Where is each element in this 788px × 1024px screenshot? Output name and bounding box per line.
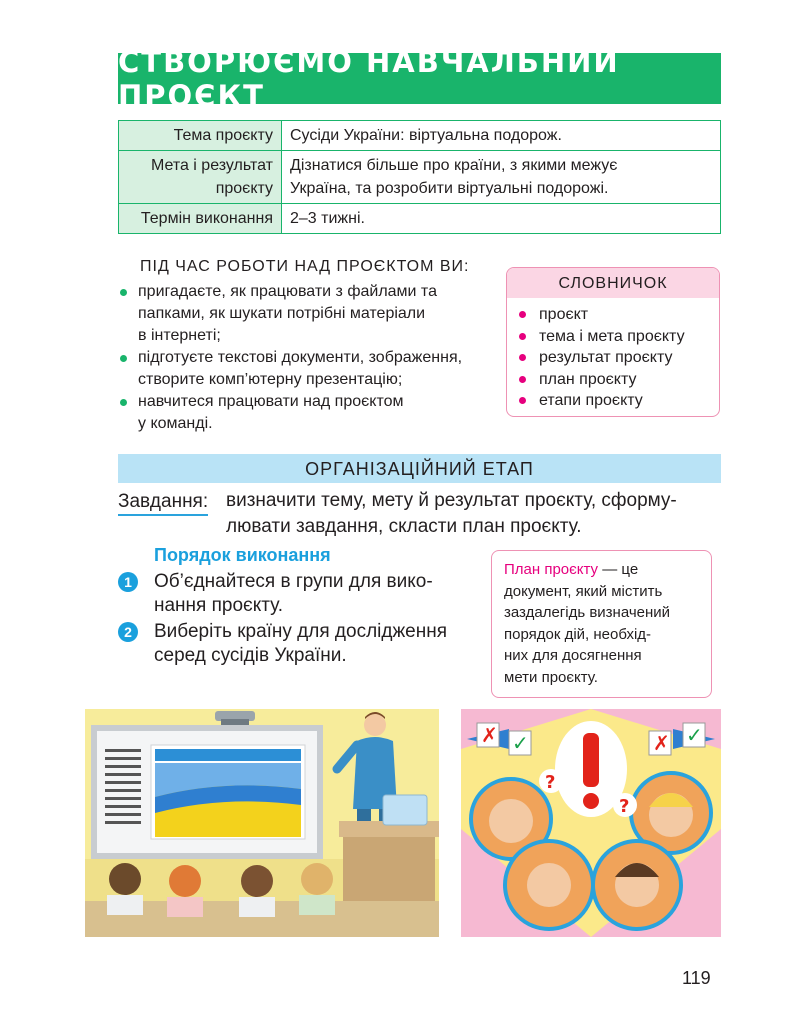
list-item (507, 390, 719, 412)
plan-definition-box (491, 550, 712, 698)
banner-title: СТВОРЮЄМО НАВЧАЛЬНИЙ ПРОЄКТ (118, 44, 620, 113)
vocabulary-title: СЛОВНИЧОК (507, 268, 719, 298)
plan-text: — це (598, 561, 639, 578)
plan-line: порядок дій, необхід- (504, 625, 652, 643)
step-line: Об’єднайтеся в групи для вико- (154, 571, 433, 592)
page-number: 119 (682, 968, 711, 988)
key-text: проєкту (215, 180, 273, 197)
key-text: Мета і результат (150, 157, 273, 174)
value-text: Сусіди України: віртуальна подорож. (290, 127, 562, 144)
bullet-icon (519, 333, 526, 340)
step-number-icon: 1 (118, 572, 138, 592)
value-text: 2–3 тижні. (290, 210, 365, 227)
bullet-icon (120, 355, 127, 362)
vocabulary-term: тема і мета проєкту (539, 327, 685, 345)
classroom-image (85, 709, 439, 937)
section-banner (118, 44, 721, 113)
list-line: папками, як шукати потрібні матеріали (138, 305, 426, 322)
plan-line: них для досягнення (504, 647, 642, 664)
classroom-illustration (85, 709, 439, 937)
key-text: Термін виконання (140, 210, 273, 227)
row-key (119, 151, 282, 204)
task-line: визначити тему, мету й результат проєкту, сформу- (226, 490, 677, 511)
list-line: в інтернеті; (138, 327, 221, 344)
list-line: створите комп’ютерну презентацію; (138, 371, 403, 388)
bullet-icon (519, 354, 526, 361)
vocabulary-term: проєкт (539, 306, 589, 323)
svg-text:✓: ✓ (686, 723, 703, 747)
row-key (119, 204, 282, 234)
bullet-icon (519, 376, 526, 383)
step-item (118, 570, 488, 618)
stage-heading: ОРГАНІЗАЦІЙНИЙ ЕТАП (118, 454, 721, 483)
team-image (461, 709, 721, 937)
list-item (118, 347, 508, 391)
key-text: Тема проєкту (173, 127, 273, 144)
list-line: пригадаєте, як працювати з файлами та (138, 283, 437, 300)
during-title: ПІД ЧАС РОБОТИ НАД ПРОЄКТОМ ВИ: (140, 258, 470, 275)
step-line: серед сусідів України. (154, 645, 347, 666)
step-line: Виберіть країну для дослідження (154, 621, 448, 642)
outcomes-list (118, 281, 508, 435)
plan-line: заздалегідь визначений (504, 604, 671, 621)
list-item (507, 326, 719, 348)
value-text: Україна, та розробити віртуальні подорожі. (290, 180, 609, 197)
vocabulary-term: етапи проєкту (539, 392, 643, 409)
table-row (119, 121, 721, 151)
plan-first-line (504, 559, 699, 581)
svg-text:?: ? (619, 796, 630, 817)
list-line: навчитеся працювати над проєктом (138, 393, 404, 410)
list-item (507, 347, 719, 369)
row-key (119, 121, 282, 151)
bullet-icon (120, 289, 127, 296)
vocabulary-term: результат проєкту (539, 349, 673, 366)
order-title: Порядок виконання (154, 545, 331, 565)
plan-line: документ, який містить (504, 582, 663, 600)
step-item (118, 620, 488, 668)
vocabulary-term: план проєкту (539, 370, 637, 388)
svg-text:✗: ✗ (653, 731, 670, 755)
value-text: Дізнатися більше про країни, з якими межує (290, 157, 618, 174)
project-info-table (118, 120, 721, 234)
row-value (282, 204, 721, 234)
row-value (282, 151, 721, 204)
step-line: нання проєкту. (154, 595, 284, 616)
svg-text:✗: ✗ (481, 723, 498, 747)
list-line: підготуєте текстові документи, зображення, (138, 349, 463, 366)
list-line: у команді. (138, 415, 213, 432)
bullet-icon (120, 399, 127, 406)
svg-text:✓: ✓ (512, 731, 529, 755)
table-row (119, 204, 721, 234)
vocabulary-box (506, 267, 720, 417)
team-illustration (461, 709, 721, 937)
bullet-icon (519, 311, 526, 318)
plan-line: мети проєкту. (504, 668, 598, 686)
list-item (507, 369, 719, 391)
list-item (118, 281, 508, 347)
list-item (118, 391, 508, 435)
step-number-icon: 2 (118, 622, 138, 642)
plan-term: План проєкту (504, 561, 599, 578)
vocabulary-list (507, 304, 719, 412)
task-text (226, 488, 722, 540)
task-line: лювати завдання, скласти план проєкту. (226, 516, 582, 537)
list-item (507, 304, 719, 326)
table-row (119, 151, 721, 204)
row-value (282, 121, 721, 151)
svg-text:?: ? (545, 772, 556, 793)
bullet-icon (519, 397, 526, 404)
task-label: Завдання: (118, 489, 208, 516)
